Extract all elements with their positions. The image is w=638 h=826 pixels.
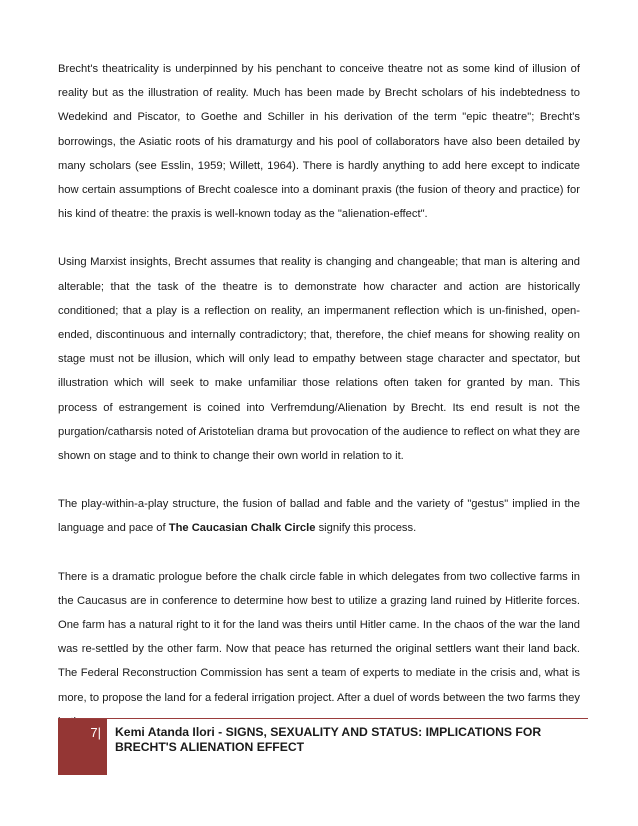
paragraph-text-end: signify this process. bbox=[315, 522, 417, 535]
paragraph-play-within-a-play bbox=[58, 492, 580, 540]
paragraph-marxist-insights: Using Marxist insights, Brecht assumes that reality is changing and changeable; that man is altering and alterable; that the task of the theatre is to demonstrate how character and action are historically conditioned; that a play is a reflection on reality, an impermanent reflection which is un-finished, open-ended, discontinuous and internally contradictory; that, therefore, the chief means for showing reality on stage must not be illusion, which will only lead to empathy between stage character and spectator, but illustration which will seek to make unfamiliar those relations often taken for granted by man. This process of estrangement is coined into Verfremdung/Alienation by Brecht. Its end result is not the purgation/catharsis noted of Aristotelian drama but provocation of the audience to reflect on what they are shown on stage and to think to change their own world in relation to it. bbox=[58, 256, 580, 463]
page-number: 7| bbox=[58, 719, 107, 775]
paragraph-theatricality: Brecht's theatricality is underpinned by his penchant to conceive theatre not as some kind of illusion of reality but as the illustration of reality. Much has been made by Brecht scholars of his indebtedness to Wedekind and Piscator, to Goethe and Schiller in his derivation of the term "epic theatre"; Brecht's borrowings, the Asiatic roots of his dramaturgy and his pool of collaborators have also been detailed by many scholars (see Esslin, 1959; Willett, 1964). There is hardly anything to add here except to indicate how certain assumptions of Brecht coalesce into a dominant praxis (the fusion of theory and practice) for his kind of theatre: the praxis is well-known today as the "alienation-effect". bbox=[58, 63, 580, 221]
paragraph-text-start: The play-within-a-play structure, the fusion of ballad and fable and the variety of "gestus" implied in the language and pace of bbox=[58, 498, 580, 535]
play-title: The Caucasian Chalk Circle bbox=[168, 522, 316, 535]
page-body bbox=[58, 57, 580, 734]
running-title: Kemi Atanda Ilori - SIGNS, SEXUALITY AND STATUS: IMPLICATIONS FOR BRECHT'S ALIENATION EFFECT bbox=[115, 725, 542, 754]
page-footer bbox=[58, 718, 588, 775]
paragraph-dramatic-prologue: There is a dramatic prologue before the chalk circle fable in which delegates from two collective farms in the Caucasus are in conference to determine how best to utilize a grazing land ruined by Hitlerite forces. One farm has a natural right to it for the land was theirs until Hitler came. In the chaos of the war the land was re-settled by the other farm. Now that peace has returned the original settlers want their land back. The Federal Reconstruction Commission has sent a team of experts to mediate in the crisis and, what is more, to propose the land for a federal irrigation project. After a duel of words between the two farms they bbox=[58, 570, 580, 704]
